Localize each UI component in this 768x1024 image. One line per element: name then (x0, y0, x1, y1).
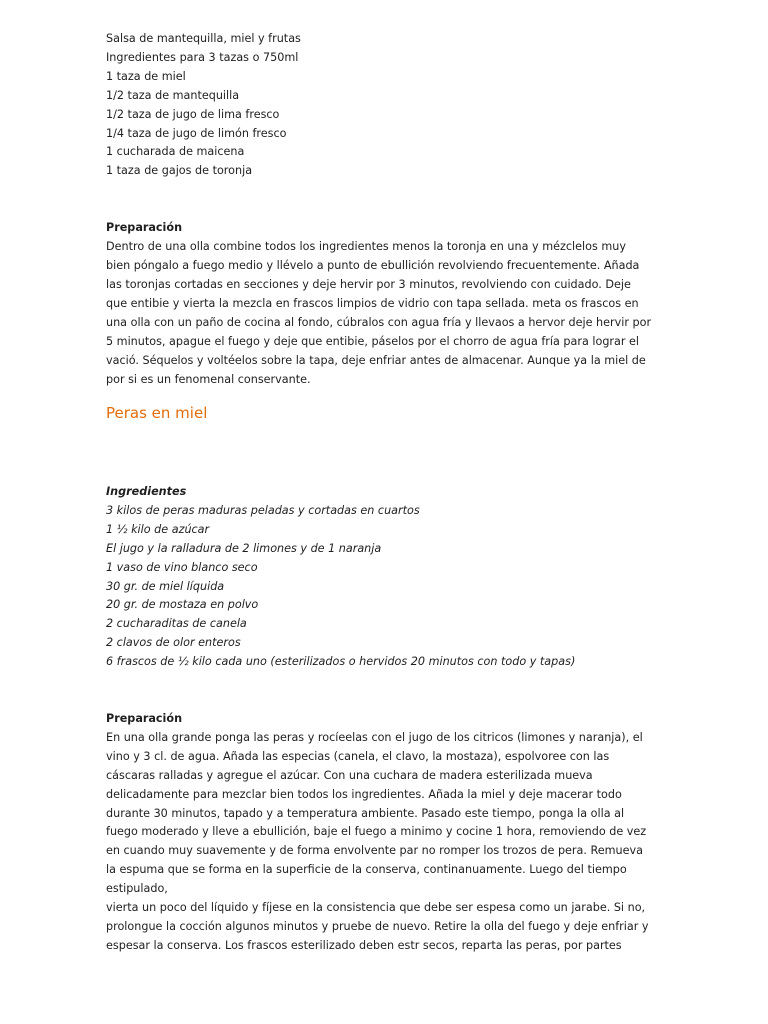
recipe-peras-preparation (106, 710, 666, 956)
preparation-line: en cuando muy suavemente y de forma envolvente par no romper los trozos de pera. Remueva (106, 844, 643, 858)
preparation-line: cáscaras ralladas y agregue el azúcar. Con una cuchara de madera esterilizada mueva (106, 768, 593, 782)
preparation-heading: Preparación (106, 712, 183, 725)
section-title: Peras en miel (106, 404, 208, 422)
ingredient-item: 1/2 taza de mantequilla (106, 88, 240, 102)
ingredient-item: 1 cucharada de maicena (106, 145, 245, 159)
preparation-line: que entibie y vierta la mezcla en frascos limpios de vidrio con tapa sellada. meta os frascos en (106, 296, 639, 310)
preparation-line: vació. Séquelos y voltéelos sobre la tapa, deje enfriar antes de almacenar. Aunque ya la miel de (106, 353, 646, 367)
preparation-line: las toronjas cortadas en secciones y deje hervir por 3 minutos, revolviendo con cuidado. Deje (106, 277, 631, 291)
recipe-salsa (106, 30, 666, 389)
ingredient-item: 20 gr. de mostaza en polvo (106, 598, 259, 612)
recipe-peras-ingredients (106, 483, 666, 672)
preparation-line: En una olla grande ponga las peras y rocíeelas con el jugo de los citricos (limones y naranja), el (106, 730, 643, 744)
ingredient-list (106, 502, 666, 672)
preparation-line: durante 30 minutos, tapado y a temperatura ambiente. Pasado este tiempo, ponga la olla al (106, 806, 625, 820)
preparation-line: estipulado, (106, 882, 168, 896)
preparation-line: una olla con un paño de cocina al fondo, cúbralos con agua fría y llevaos a hervor deje hervir por (106, 315, 652, 329)
ingredient-list (106, 68, 666, 181)
ingredient-item: 1 ½ kilo de azúcar (106, 522, 210, 536)
preparation-line: por si es un fenomenal conservante. (106, 372, 311, 386)
ingredient-item: 1/2 taza de jugo de lima fresco (106, 107, 280, 121)
preparation-line: fuego moderado y lleve a ebullición, baje el fuego a minimo y cocine 1 hora, removiendo de vez (106, 825, 647, 839)
ingredient-item: 30 gr. de miel líquida (106, 579, 225, 593)
preparation-line: bien póngalo a fuego medio y llévelo a punto de ebullición revolviendo frecuentemente. Añada (106, 259, 640, 273)
ingredient-item: 2 clavos de olor enteros (106, 636, 241, 650)
preparation-text (106, 238, 666, 389)
ingredient-item: 3 kilos de peras maduras peladas y cortadas en cuartos (106, 503, 420, 517)
preparation-line: delicadamente para mezclar bien todos los ingredientes. Añada la miel y deje macerar todo (106, 787, 622, 801)
preparation-line: prolongue la cocción algunos minutos y pruebe de nuevo. Retire la olla del fuego y deje enfriar y (106, 919, 649, 933)
recipe-title: Salsa de mantequilla, miel y frutas (106, 32, 301, 45)
preparation-heading: Preparación (106, 221, 183, 235)
ingredient-item: 1/4 taza de jugo de limón fresco (106, 126, 287, 140)
ingredient-item: 2 cucharaditas de canela (106, 617, 247, 631)
ingredients-heading: Ingredientes (106, 485, 187, 498)
preparation-text (106, 729, 666, 956)
ingredient-item: 1 taza de miel (106, 69, 186, 83)
preparation-line: la espuma que se forma en la superficie de la conserva, continanuamente. Luego del tiempo (106, 863, 627, 877)
ingredient-item: 6 frascos de ½ kilo cada uno (esterilizados o hervidos 20 minutos con todo y tapas) (106, 655, 576, 669)
ingredient-item: El jugo y la ralladura de 2 limones y de 1 naranja (106, 541, 382, 555)
ingredient-item: 1 taza de gajos de toronja (106, 164, 253, 178)
preparation-line: 5 minutos, apague el fuego y deje que entibie, páselos por el chorro de agua fría para lograr el (106, 334, 640, 348)
preparation-line: espesar la conserva. Los frascos esterilizado deben estr secos, reparta las peras, por partes (106, 938, 622, 952)
recipe-yield: Ingredientes para 3 tazas o 750ml (106, 50, 299, 64)
preparation-line: Dentro de una olla combine todos los ingredientes menos la toronja en una y mézclelos muy (106, 240, 626, 254)
preparation-line: vierta un poco del líquido y fíjese en la consistencia que debe ser espesa como un jarabe. Si no, (106, 901, 646, 915)
preparation-line: vino y 3 cl. de agua. Añada las especias (canela, el clavo, la mostaza), espolvoree con las (106, 749, 610, 763)
ingredient-item: 1 vaso de vino blanco seco (106, 560, 258, 574)
